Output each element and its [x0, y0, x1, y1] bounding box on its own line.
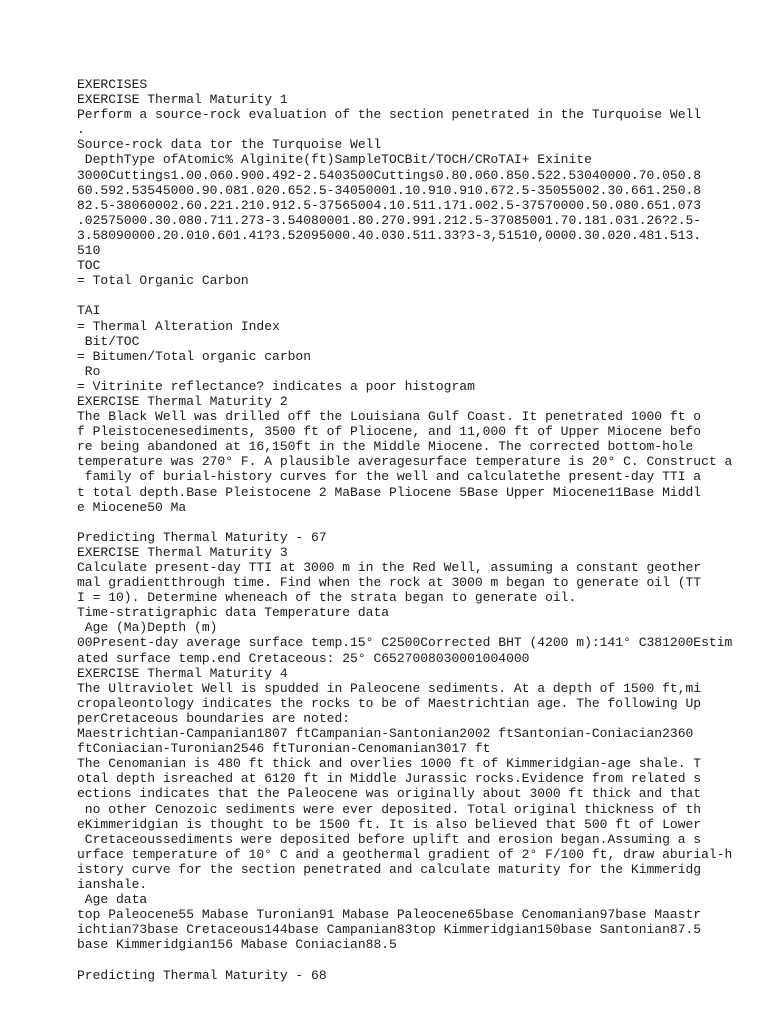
- text-line: Bit/TOC: [77, 333, 140, 349]
- text-line: Time-stratigraphic data Temperature data: [77, 605, 390, 621]
- text-line: mal gradientthrough time. Find when the rock at 3000 m began to generate oil (TT: [77, 575, 702, 591]
- text-line: Age (Ma)Depth (m): [77, 620, 218, 636]
- text-line: ections indicates that the Paleocene was originally about 3000 ft thick and that: [77, 786, 702, 802]
- text-line: Calculate present-day TTI at 3000 m in the Red Well, assuming a constant geother: [77, 560, 702, 575]
- text-line: ated surface temp.end Cretaceous: 25° C6527008030001004000: [77, 650, 530, 666]
- text-line: [77, 515, 737, 530]
- text-line: 510: [77, 243, 101, 259]
- text-line: .: [77, 122, 85, 138]
- text-line: .02575000.30.080.711.273-3.54080001.80.270.991.212.5-37085001.70.181.031.26?2.5-: [77, 212, 702, 228]
- text-line: EXERCISE Thermal Maturity 3: [77, 544, 288, 560]
- text-line: Cretaceoussediments were deposited before uplift and erosion began.Assuming a s: [77, 831, 702, 847]
- text-line: EXERCISES: [77, 77, 148, 92]
- text-line: The Ultraviolet Well is spudded in Paleocene sediments. At a depth of 1500 ft,mi: [77, 680, 702, 696]
- text-line: eKimmeridgian is thought to be 1500 ft. It is also believed that 500 ft of Lower: [77, 816, 702, 832]
- text-line: = Thermal Alteration Index: [77, 318, 280, 334]
- text-line: Predicting Thermal Maturity - 67: [77, 529, 327, 545]
- text-line: t total depth.Base Pleistocene 2 MaBase Pliocene 5Base Upper Miocene11Base Middl: [77, 484, 702, 500]
- text-line: EXERCISE Thermal Maturity 1: [77, 92, 288, 108]
- text-line: TAI: [77, 303, 101, 319]
- text-line: The Cenomanian is 480 ft thick and overlies 1000 ft of Kimmeridgian-age shale. T: [77, 756, 702, 772]
- text-line: istory curve for the section penetrated and calculate maturity for the Kimmeridg: [77, 861, 702, 877]
- text-line: no other Cenozoic sediments were ever deposited. Total original thickness of th: [77, 801, 702, 817]
- text-line: [77, 288, 737, 303]
- text-line: I = 10). Determine wheneach of the strata began to generate oil.: [77, 590, 577, 606]
- text-line: EXERCISE Thermal Maturity 4: [77, 665, 288, 681]
- text-line: temperature was 270° F. A plausible averagesurface temperature is 20° C. Construct a: [77, 454, 733, 470]
- text-line: The Black Well was drilled off the Louisiana Gulf Coast. It penetrated 1000 ft o: [77, 409, 702, 425]
- text-line: ianshale.: [77, 876, 148, 892]
- text-line: Source-rock data tor the Turquoise Well: [77, 137, 382, 153]
- text-line: 3000Cuttings1.00.060.900.492-2.5403500Cuttings0.80.060.850.522.53040000.70.050.8: [77, 167, 702, 183]
- text-line: otal depth isreached at 6120 ft in Middle Jurassic rocks.Evidence from related s: [77, 771, 702, 787]
- text-line: e Miocene50 Ma: [77, 499, 187, 515]
- text-line: Predicting Thermal Maturity - 68: [77, 967, 327, 983]
- text-line: 3.58090000.20.010.601.41?3.52095000.40.030.511.33?3-3,51510,0000.30.020.481.513.: [77, 227, 702, 243]
- text-line: TOC: [77, 258, 101, 274]
- text-line: = Total Organic Carbon: [77, 273, 249, 289]
- text-line: Ro: [77, 363, 101, 379]
- text-line: perCretaceous boundaries are noted:: [77, 710, 351, 726]
- document-text: [77, 77, 737, 983]
- text-line: [77, 952, 737, 967]
- text-line: Maestrichtian-Campanian1807 ftCampanian-Santonian2002 ftSantonian-Coniacian2360: [77, 726, 694, 742]
- text-line: ichtian73base Cretaceous144base Campanian83top Kimmeridgian150base Santonian87.5: [77, 922, 702, 938]
- text-line: cropaleontology indicates the rocks to be of Maestrichtian age. The following Up: [77, 695, 702, 711]
- text-line: Age data: [77, 892, 148, 908]
- text-line: urface temperature of 10° C and a geothermal gradient of 2° F/100 ft, draw aburial-h: [77, 846, 733, 862]
- text-line: 00Present-day average surface temp.15° C2500Corrected BHT (4200 m):141° C381200Estim: [77, 635, 733, 651]
- text-line: ftConiacian-Turonian2546 ftTuronian-Cenomanian3017 ft: [77, 741, 491, 757]
- text-line: base Kimmeridgian156 Mabase Coniacian88.5: [77, 937, 397, 953]
- text-line: family of burial-history curves for the well and calculatethe present-day TTI a: [77, 469, 702, 485]
- text-line: 60.592.53545000.90.081.020.652.5-34050001.10.910.910.672.5-35055002.30.661.250.8: [77, 182, 702, 198]
- text-line: f Pleistocenesediments, 3500 ft of Pliocene, and 11,000 ft of Upper Miocene befo: [77, 424, 702, 440]
- text-line: = Bitumen/Total organic carbon: [77, 348, 312, 364]
- text-line: 82.5-38060002.60.221.210.912.5-37565004.10.511.171.002.5-37570000.50.080.651.073: [77, 197, 702, 213]
- text-line: re being abandoned at 16,150ft in the Middle Miocene. The corrected bottom-hole: [77, 439, 694, 455]
- text-line: Perform a source-rock evaluation of the section penetrated in the Turquoise Well: [77, 107, 702, 123]
- text-line: DepthType ofAtomic% Alginite(ft)SampleTOCBit/TOCH/CRoTAI+ Exinite: [77, 152, 592, 168]
- text-line: EXERCISE Thermal Maturity 2: [77, 393, 288, 409]
- text-line: = Vitrinite reflectance? indicates a poor histogram: [77, 378, 475, 394]
- text-line: top Paleocene55 Mabase Turonian91 Mabase Paleocene65base Cenomanian97base Maastr: [77, 907, 702, 923]
